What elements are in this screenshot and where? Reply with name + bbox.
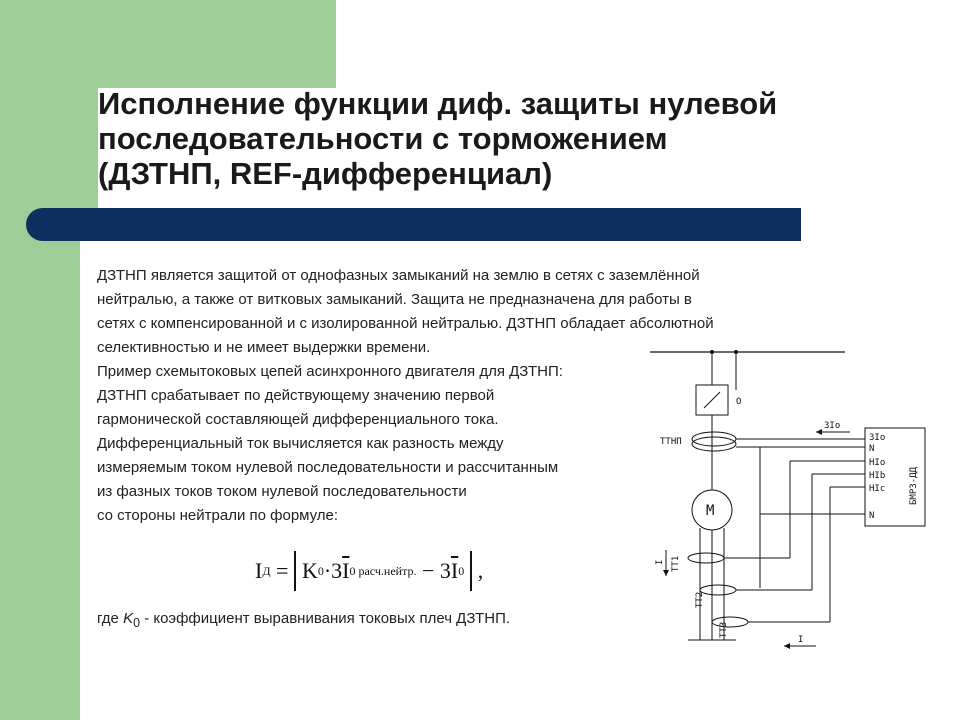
formula-i1: $\overline{I}$ [342,558,350,583]
body-line: сетях с компенсированной и с изолированной нейтралью. ДЗТНП обладает абсолютной [97,315,714,332]
formula-tail: , [477,558,484,583]
formula-minus3: − 3 [422,558,451,583]
terminal-label: HIo [869,458,886,468]
arrow-head [784,643,790,649]
formula-lhs: I [255,558,263,583]
abs-bar-right [470,551,472,591]
body-line: ДЗТНП является защитой от однофазных замыканий на землю в сетях с заземлённой [97,267,700,284]
arrow-bottom-label: I [798,635,804,645]
slide-title [98,86,898,191]
formula-i1-sub: 0 расч.нейтр. [349,563,417,578]
body-line: гармонической составляющей дифференциального тока. [97,411,499,428]
formula-i2: $\overline{I}$ [450,558,459,583]
formula-dot3: ·3 [323,558,343,583]
title-line-3: (ДЗТНП, REF-дифференциал) [98,156,553,191]
terminal-label: HIc [869,484,886,494]
device-label: БМРЗ-ДД [909,467,919,505]
arrow-head [663,570,669,576]
formula-k-sub: 0 [317,563,324,578]
coef-rest: - коэффициент выравнивания токовых плеч ДЗТНП. [140,610,511,627]
body-line: измеряемым током нулевой последовательности и рассчитанным [97,459,559,476]
arrow-head [816,429,822,435]
body-line: Пример схемытоковых цепей асинхронного двигателя для ДЗТНП: [97,363,563,380]
ct-label: ТТ2 [695,591,705,608]
formula-k: K [301,558,318,583]
top-green-block [80,0,336,88]
formula-eq: = [276,558,289,583]
circuit-diagram [640,340,950,660]
formula-i2-sub: 0 [458,563,465,578]
ct-arrow-label: I [655,559,665,565]
title-line-1: Исполнение функции диф. защиты нулевой [98,86,778,121]
formula-lhs-sub: Д [262,563,271,578]
body-line: Дифференциальный ток вычисляется как разность между [97,435,504,452]
terminal-label: HIb [869,471,886,481]
title-line-2: последовательности с торможением [98,121,668,156]
coef-symbol: K [123,610,134,627]
arrow-top-label: 3Io [824,421,841,431]
left-green-strip [0,0,80,720]
abs-bar-left [294,551,296,591]
terminal-label: N [869,511,875,521]
ct-ring [700,585,736,595]
terminal-label: N [869,444,875,454]
ct-ring [688,553,724,563]
coef-symbol-sub: 0 [133,616,141,630]
body-line: со стороны нейтрали по формуле: [97,507,339,524]
body-line: ДЗТНП срабатывает по действующему значению первой [97,387,495,404]
coefficient-line [97,610,510,630]
formula [255,548,483,594]
ct-label: ТТ3 [719,621,729,638]
switch-label: О [736,397,742,407]
coef-prefix: где [97,610,124,627]
green-accent [80,88,98,208]
terminal-label: 3Io [869,433,886,443]
body-line: нейтралью, а также от витковых замыканий. Защита не предназначена для работы в [97,291,692,308]
ttnp-label: ТТНП [660,437,682,447]
ct-label: ТТ1 [671,555,681,572]
body-line: селективностью и не имеет выдержки времени. [97,339,431,356]
motor-label: М [706,503,715,519]
title-underline-bar [26,208,801,241]
body-line: из фазных токов током нулевой последовательности [97,483,467,500]
ct-ring [712,617,748,627]
